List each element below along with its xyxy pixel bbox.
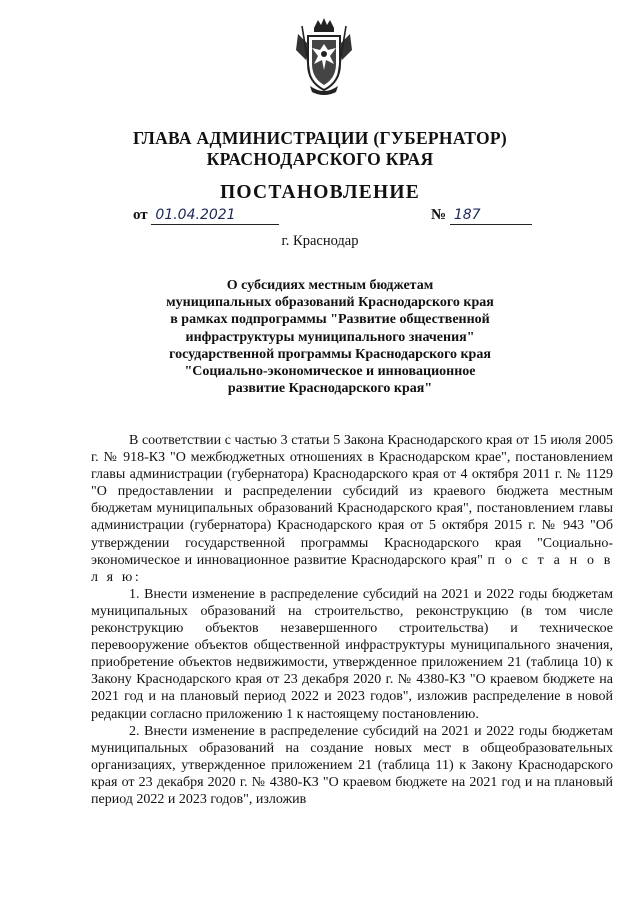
subject-line: развитие Краснодарского края" — [227, 381, 433, 397]
subject-line: О субсидиях местным бюджетам — [226, 278, 434, 293]
authority-line-2: КРАСНОДАРСКОГО КРАЯ — [206, 149, 434, 169]
subject-line: в рамках подпрограммы "Развитие общественной — [170, 312, 490, 328]
item-1-paragraph: 1. Внести изменение в распределение субсидий на 2021 и 2022 годы бюджетам муниципальных образований на строительство, реконструкцию (в том числе реконструкцию объектов незавершенного строительства) и техническое перевооружение объектов общественной инфраструктуры муниципального значения, приобретение объектов недвижимости, утвержденное приложением 21 (таблица 10) к Закону Краснодарского края от 23 декабря 2020 г. № 4380-КЗ "О краевом бюджете на 2021 год и на плановый период 2022 и 2023 годов", изложив распределение в новой редакции согласно приложению 1 к настоящему постановлению. — [91, 586, 613, 722]
date-field — [133, 206, 279, 225]
subject-line: "Социально-экономическое и инновационное — [184, 364, 476, 380]
subject-line: государственной программы Краснодарского края — [169, 346, 491, 362]
document-subject — [160, 277, 500, 397]
resolve-word: п о с т а н о в л я ю: — [91, 552, 614, 585]
preamble-text: В соответствии с частью 3 статьи 5 Закона Краснодарского края от 15 июля 2005 г. № 918-КЗ "О межбюджетных отношениях в Краснодарском крае", постановлением главы администрации (губернатора) Краснодарского края от 4 октября 2011 г. № 1129 "О предоставлении и распределении субсидий из краевого бюджета местным бюджетам муниципальных образований Краснодарского края", постановлением главы администрации (губернатора) Краснодарского края от 5 октября 2015 г. № 943 "Об утверждении государственной программы Краснодарского края "Социально-экономическое и инновационное развитие Краснодарского края" — [91, 433, 613, 568]
city-line: г. Краснодар — [281, 233, 359, 249]
subject-line: инфраструктуры муниципального значения" — [185, 329, 475, 345]
number-field — [431, 206, 532, 225]
subject-line: муниципальных образований Краснодарского края — [166, 295, 494, 311]
krasnodar-coat-of-arms-icon — [292, 16, 356, 98]
preamble-paragraph — [91, 432, 613, 586]
date-value: 01.04.2021 — [151, 206, 279, 225]
item-2-paragraph: 2. Внести изменение в распределение субсидий на 2021 и 2022 годы бюджетам муниципальных образований на создание новых мест в общеобразовательных организациях, утвержденное приложением 21 (таблица 11) к Закону Краснодарского края от 23 декабря 2020 г. № 4380-КЗ "О краевом бюджете на 2021 год и на плановый период 2022 и 2023 годов", изложив — [91, 723, 613, 807]
number-value: 187 — [450, 206, 532, 225]
document-body — [91, 432, 613, 808]
number-label: № — [431, 207, 447, 223]
document-type-title: ПОСТАНОВЛЕНИЕ — [220, 182, 420, 203]
authority-line-1: ГЛАВА АДМИНИСТРАЦИИ (ГУБЕРНАТОР) — [132, 128, 507, 148]
date-label: от — [133, 207, 148, 223]
